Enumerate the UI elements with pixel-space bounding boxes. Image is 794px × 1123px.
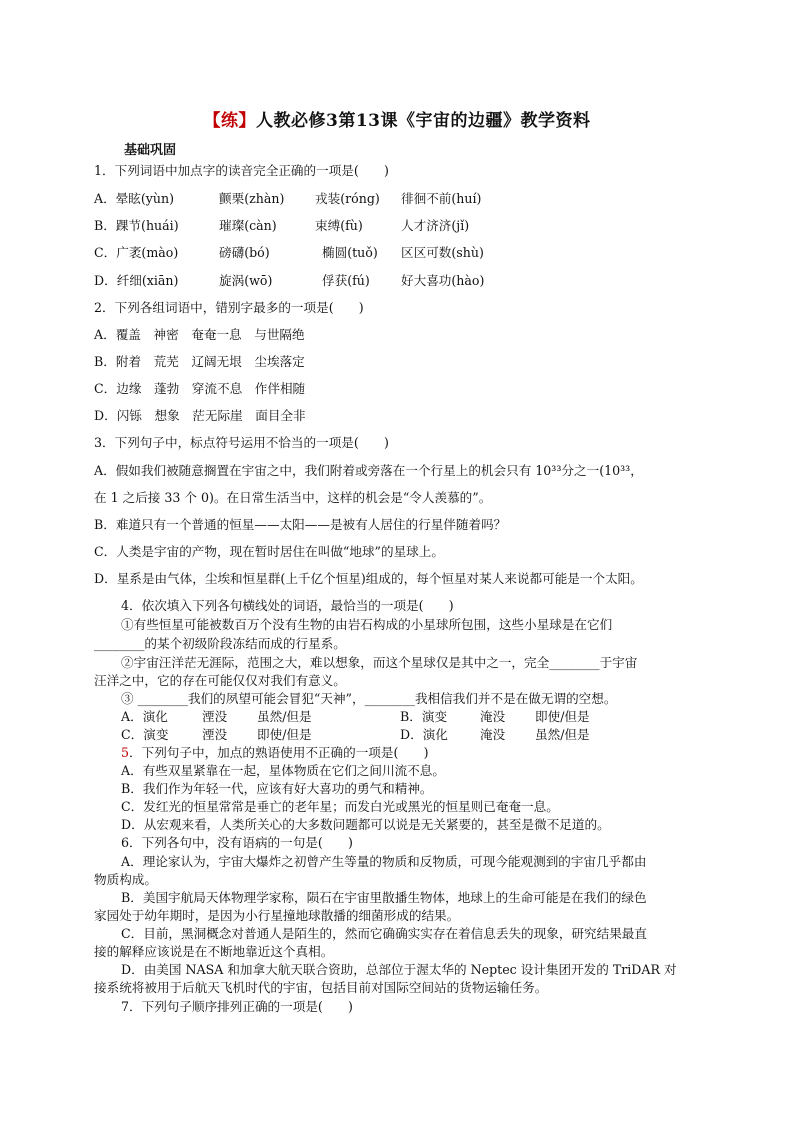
question-4-option-d xyxy=(400,724,590,743)
question-2-option-c: C．边缘 蓬勃 穿流不息 作伴相随 xyxy=(94,381,306,396)
q4-d-2: 淹没 xyxy=(480,727,506,742)
question-5-option-c: C．发红光的恒星常常是垂亡的老年星；而发白光或黑光的恒星则已奄奄一息。 xyxy=(121,799,559,814)
question-2-option-a: A．覆盖 神密 奄奄一息 与世隔绝 xyxy=(94,327,305,342)
question-5-number: 5 xyxy=(121,745,130,760)
question-3-option-b: B．难道只有一个普通的恒星——太阳——是被有人居住的行星伴随着吗？ xyxy=(94,517,507,532)
question-6-stem: 6．下列各句中，没有语病的一句是( ) xyxy=(121,835,353,850)
option-a-item-1: A．晕眩(yùn) xyxy=(94,191,175,206)
q4-b-3: 即使/但是 xyxy=(535,709,590,724)
q4-d-3: 虽然/但是 xyxy=(535,727,590,742)
question-4-sentence-3: ③ ________我们的夙望可能会冒犯“天神”，________我相信我们并不是在做无谓的空想。 xyxy=(121,691,617,706)
question-6-option-b-line-1: B．美国宇航局天体物理学家称，陨石在宇宙里散播生物体，地球上的生命可能是在我们的绿色 xyxy=(121,890,647,905)
question-6-option-c-line-2: 接的解释应该说是在不断地靠近这个真相。 xyxy=(94,944,334,959)
question-6-option-b-line-2: 家园处于幼年期时，是因为小行星撞地球散播的细菌形成的结果。 xyxy=(94,908,460,923)
option-d-item-2: 旋涡(wō) xyxy=(219,273,273,288)
question-2-option-d: D．闪铄 想象 茫无际崖 面目全非 xyxy=(94,408,306,423)
question-6-option-d-line-1: D．由美国 NASA 和加拿大航天联合资助，总部位于渥太华的 Neptec 设计集团开发的 TriDAR 对 xyxy=(121,962,677,977)
question-2-option-b: B．附着 荒芜 辽阔无垠 尘埃落定 xyxy=(94,354,305,369)
option-d-item-4: 好大喜功(hào) xyxy=(401,273,485,288)
question-6-option-a-line-1: A．理论家认为，宇宙大爆炸之初曾产生等量的物质和反物质，可现今能观测到的宇宙几乎都由 xyxy=(121,854,647,869)
q4-a-3: 虽然/但是 xyxy=(257,709,312,724)
question-2-stem: 2．下列各组词语中，错别字最多的一项是( ) xyxy=(94,300,364,315)
question-1-option-b xyxy=(94,215,469,234)
question-4-sentence-1-line-1: ①有些恒星可能被数百万个没有生物的由岩石构成的小星球所包围，这些小星球是在它们 xyxy=(121,617,613,632)
question-4-option-c xyxy=(121,724,312,743)
question-1-option-a xyxy=(94,188,481,207)
section-heading: 基础巩固 xyxy=(124,143,177,158)
option-b-item-4: 人才济济(jǐ) xyxy=(401,218,470,233)
option-c-item-1: C．广袤(mào) xyxy=(94,245,179,260)
title-main: 人教必修3第13课《宇宙的边疆》教学资料 xyxy=(256,111,591,131)
option-d-item-1: D．纤细(xiān) xyxy=(94,273,179,288)
page-title xyxy=(0,106,794,131)
question-3-option-a-line-1: A．假如我们被随意搁置在宇宙之中，我们附着或旁落在一个行星上的机会只有 10³³分之一(10³³， xyxy=(94,463,643,478)
q4-c-1: C．演变 xyxy=(121,727,169,742)
question-4-sentence-2-line-1: ②宇宙汪洋茫无涯际，范围之大，难以想象，而这个星球仅是其中之一，完全________于宇宙 xyxy=(121,655,638,670)
question-5-option-d: D．从宏观来看，人类所关心的大多数问题都可以说是无关紧要的，甚至是微不足道的。 xyxy=(121,817,610,832)
question-3-option-a-line-2: 在 1 之后接 33 个 0)。在日常生活当中，这样的机会是“令人羡慕的”。 xyxy=(94,490,492,505)
q4-a-2: 湮没 xyxy=(202,709,228,724)
question-3-option-d: D．星系是由气体，尘埃和恒星群(上千亿个恒星)组成的，每个恒星对某人来说都可能是一个太阳。 xyxy=(94,571,643,586)
question-3-option-c: C．人类是宇宙的产物，现在暂时居住在叫做“地球”的星球上。 xyxy=(94,544,444,559)
option-d-item-3: 俘获(fú) xyxy=(322,273,370,288)
option-a-item-4: 徘徊不前(huí) xyxy=(401,191,482,206)
option-b-item-1: B．踝节(huái) xyxy=(94,218,179,233)
question-4-option-b xyxy=(400,706,590,725)
question-5-option-b: B．我们作为年轻一代，应该有好大喜功的勇气和精神。 xyxy=(121,781,433,796)
question-5-stem-text: ．下列句子中，加点的熟语使用不正确的一项是( ) xyxy=(129,745,429,760)
question-4-sentence-1-line-2: ________的某个初级阶段冻结而成的行星系。 xyxy=(94,636,346,651)
option-a-item-2: 颤栗(zhàn) xyxy=(219,191,285,206)
q4-d-1: D．演化 xyxy=(400,727,448,742)
question-4-stem: 4．依次填入下列各句横线处的词语，最恰当的一项是( ) xyxy=(121,598,454,613)
option-c-item-3: 椭圆(tuǒ) xyxy=(322,245,378,260)
option-c-item-4: 区区可数(shù) xyxy=(401,245,484,260)
question-5-stem xyxy=(121,742,429,761)
q4-b-1: B．演变 xyxy=(400,709,448,724)
question-4-option-a xyxy=(121,706,312,725)
question-1-option-d xyxy=(94,270,484,289)
title-bracket: 【练】 xyxy=(203,111,256,131)
question-7-stem: 7．下列句子顺序排列正确的一项是( ) xyxy=(121,999,353,1014)
q4-b-2: 淹没 xyxy=(480,709,506,724)
question-6-option-a-line-2: 物质构成。 xyxy=(94,872,157,887)
option-b-item-2: 璀璨(càn) xyxy=(219,218,277,233)
question-3-stem: 3．下列句子中，标点符号运用不恰当的一项是( ) xyxy=(94,435,389,450)
question-1-option-c xyxy=(94,242,484,261)
question-6-option-d-line-2: 接系统将被用于后航天飞机时代的宇宙，包括目前对国际空间站的货物运输任务。 xyxy=(94,980,548,995)
question-4-sentence-2-line-2: 汪洋之中，它的存在可能仅仅对我们有意义。 xyxy=(94,673,346,688)
q4-a-1: A．演化 xyxy=(121,709,168,724)
option-a-item-3: 戎装(róng) xyxy=(315,191,380,206)
question-5-option-a: A．有些双星紧靠在一起，星体物质在它们之间川流不息。 xyxy=(121,763,445,778)
option-c-item-2: 磅礴(bó) xyxy=(219,245,270,260)
question-1-stem: 1．下列词语中加点字的读音完全正确的一项是( ) xyxy=(94,163,389,178)
q4-c-2: 湮没 xyxy=(202,727,228,742)
option-b-item-3: 束缚(fù) xyxy=(315,218,363,233)
q4-c-3: 即使/但是 xyxy=(257,727,312,742)
question-6-option-c-line-1: C．目前，黑洞概念对普通人是陌生的，然而它确确实实存在着信息丢失的现象，研究结果最直 xyxy=(121,926,647,941)
